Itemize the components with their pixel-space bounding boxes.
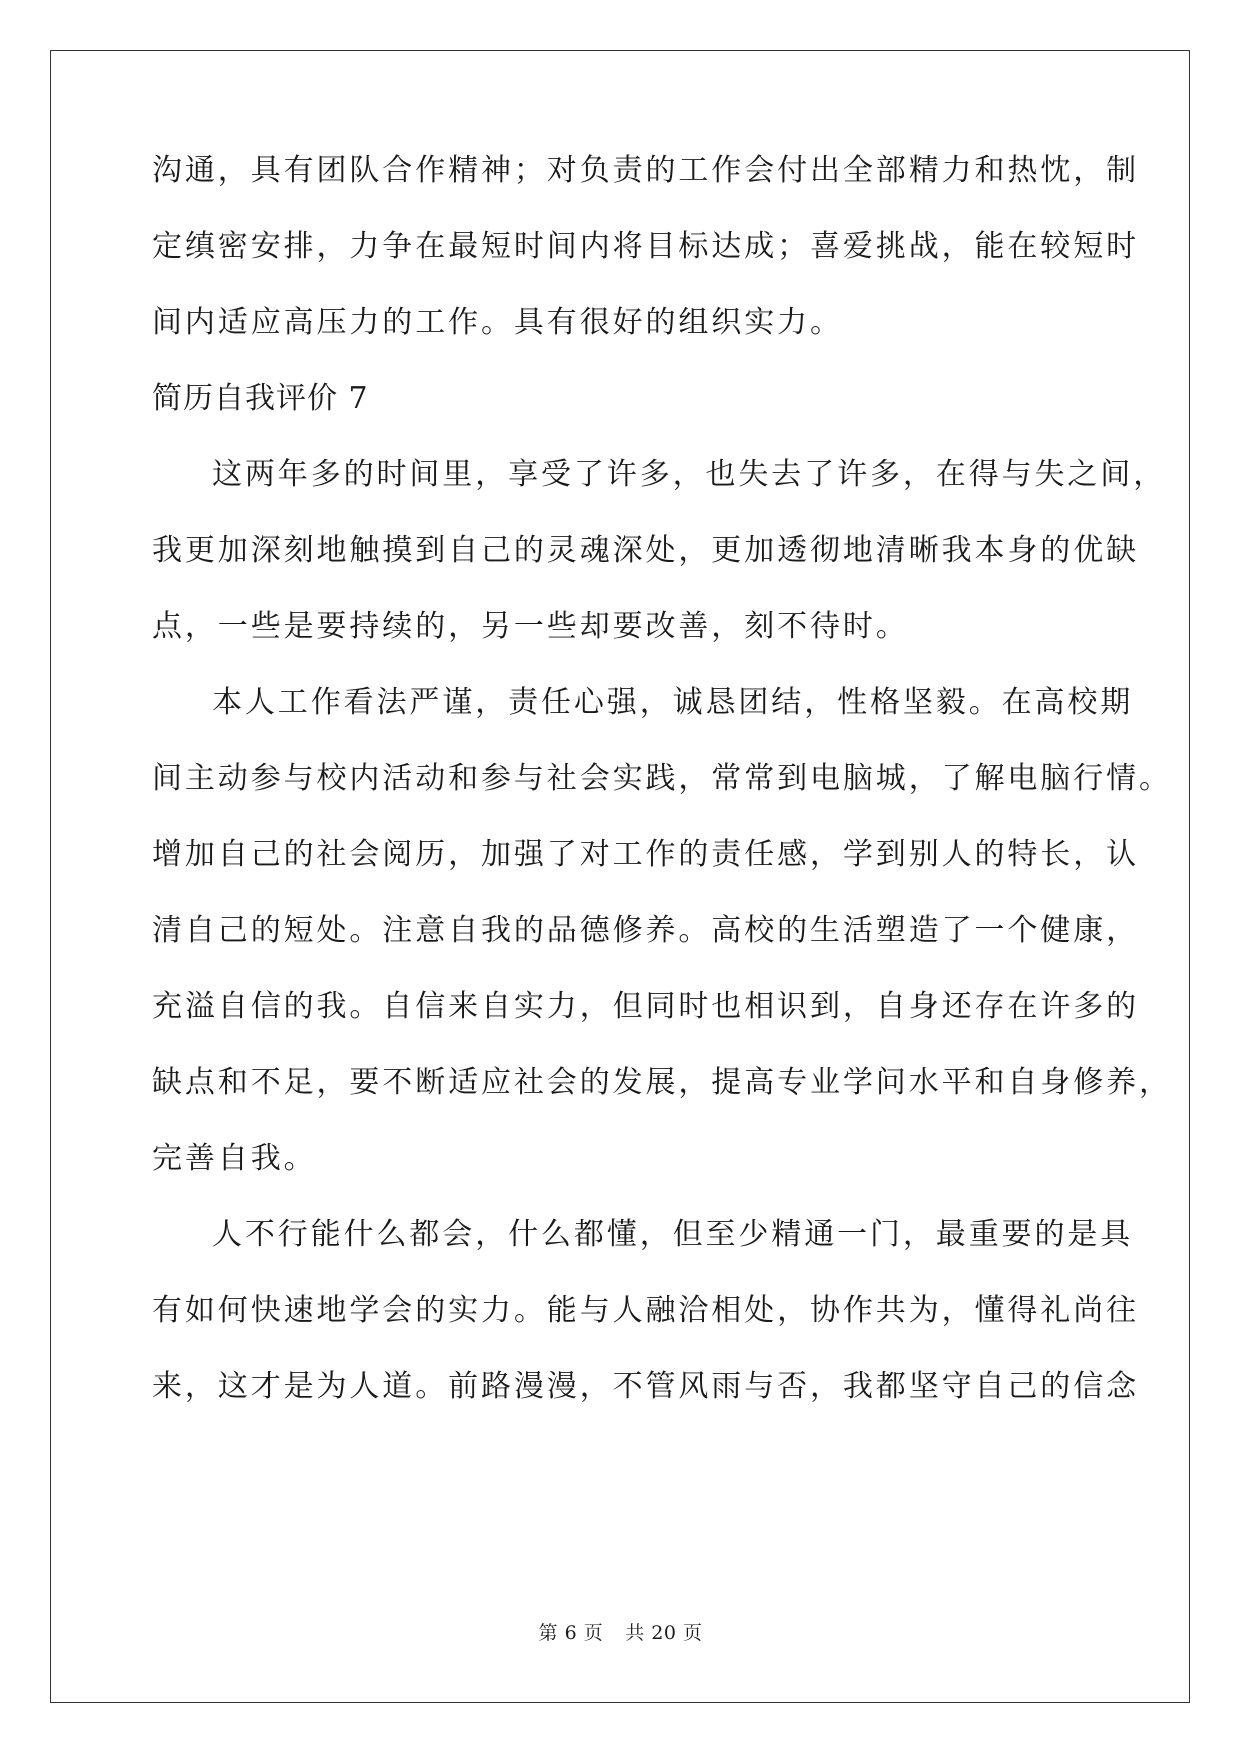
- body-line: 清自己的短处。注意自我的品德修养。高校的生活塑造了一个健康，: [152, 913, 1139, 948]
- body-line: 完善自我。: [152, 1141, 317, 1176]
- page-number: 第 6 页: [538, 1622, 604, 1644]
- body-line: 定缜密安排，力争在最短时间内将目标达成；喜爱挑战，能在较短时: [152, 229, 1139, 264]
- body-line: 人不行能什么都会，什么都懂，但至少精通一门，最重要的是具: [212, 1217, 1134, 1252]
- page-total: 共 20 页: [625, 1622, 703, 1644]
- body-line: 间主动参与校内活动和参与社会实践，常常到电脑城，了解电脑行情。: [152, 761, 1172, 796]
- body-line: 来，这才是为人道。前路漫漫，不管风雨与否，我都坚守自己的信念: [152, 1369, 1139, 1404]
- body-line: 本人工作看法严谨，责任心强，诚恳团结，性格坚毅。在高校期: [212, 685, 1134, 720]
- page-footer: [0, 1621, 1241, 1645]
- body-line: 我更加深刻地触摸到自己的灵魂深处，更加透彻地清晰我本身的优缺: [152, 533, 1139, 568]
- body-line: 充溢自信的我。自信来自实力，但同时也相识到，自身还存在许多的: [152, 989, 1139, 1024]
- body-line: 间内适应高压力的工作。具有很好的组织实力。: [152, 305, 843, 340]
- body-line: 沟通，具有团队合作精神；对负责的工作会付出全部精力和热忱，制: [152, 153, 1139, 188]
- body-line: 增加自己的社会阅历，加强了对工作的责任感，学到别人的特长，认: [152, 837, 1139, 872]
- section-heading: 简历自我评价 7: [152, 381, 369, 416]
- page-border: [50, 50, 1190, 1703]
- body-line: 点，一些是要持续的，另一些却要改善，刻不待时。: [152, 609, 909, 644]
- body-line: 这两年多的时间里，享受了许多，也失去了许多，在得与失之间，: [212, 457, 1167, 492]
- body-line: 有如何快速地学会的实力。能与人融洽相处，协作共为，懂得礼尚往: [152, 1293, 1139, 1328]
- body-line: 缺点和不足，要不断适应社会的发展，提高专业学问水平和自身修养，: [152, 1065, 1172, 1100]
